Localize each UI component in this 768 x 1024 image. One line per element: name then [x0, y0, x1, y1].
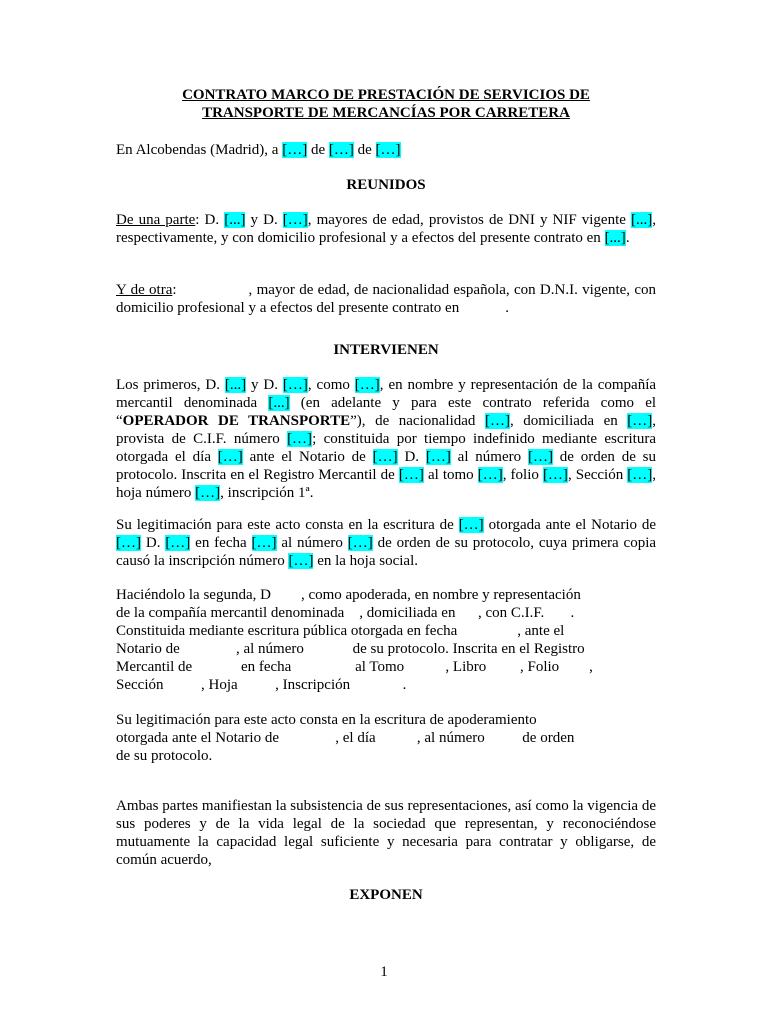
placeholder: […] [116, 535, 141, 551]
placeholder: [...] [268, 395, 290, 411]
placeholder: […] [458, 517, 484, 533]
parte-otra-paragraph: Y de otra: , mayor de edad, de nacionalidad española, con D.N.I. vigente, con domicilio profesional y a efectos del presente contrato en . [116, 282, 656, 316]
page-number: 1 [380, 964, 388, 980]
legitimacion-paragraph-2: Su legitimación para este acto consta en la escritura de apoderamiento otorgada ante el Notario de , el día , al número de orden de su protocolo. [116, 712, 575, 764]
placeholder: […] [627, 413, 653, 429]
placeholder: […] [217, 449, 243, 465]
heading-reunidos: REUNIDOS [346, 177, 426, 193]
parte-una-paragraph: De una parte: D. [...] y D. […], mayores de edad, provistos de DNI y NIF vigente [...], respectivamente, y con domicilio profesional y a efectos del presente contrato en [...]. [116, 212, 656, 246]
placeholder: […] [287, 431, 313, 447]
title-line-1: CONTRATO MARCO DE PRESTACIÓN DE SERVICIOS DE [182, 87, 590, 103]
ambas-partes-paragraph: Ambas partes manifiestan la subsistencia de sus representaciones, así como la vigencia de sus poderes y de la vida legal de la sociedad que representan, y reconociéndose mutuamente la capacidad legal suficiente y necesaria para contratar y obligarse, de común acuerdo, [116, 798, 656, 868]
placeholder: […] [627, 467, 653, 483]
placeholder: [...] [631, 212, 653, 228]
placeholder: […] [398, 467, 424, 483]
placeholder: [...] [604, 230, 626, 246]
placeholder: […] [328, 142, 354, 158]
placeholder: [...] [224, 212, 246, 228]
operador-de-transporte: OPERADOR DE TRANSPORTE [122, 413, 351, 429]
place-date-line: En Alcobendas (Madrid), a […] de […] de […] [116, 142, 401, 158]
parte-una-label: De una parte [116, 212, 196, 228]
placeholder: […] [347, 535, 373, 551]
placeholder: […] [484, 413, 510, 429]
placeholder: […] [282, 212, 308, 228]
legitimacion-paragraph-1: Su legitimación para este acto consta en la escritura de […] otorgada ante el Notario de […] D. […] en fecha […] al número […] de orden de su protocolo, cuya primera copia causó la inscripción número […] en la hoja social. [116, 517, 657, 569]
placeholder: […] [282, 377, 308, 393]
placeholder: […] [288, 553, 314, 569]
placeholder: […] [542, 467, 568, 483]
intervienen-paragraph: Los primeros, D. [...] y D. […], como […], en nombre y representación de la compañía mercantil denominada [...] (en adelante y para este contrato referida como el “OPERADOR DE TRANSPORTE”), de nacionalidad […], domiciliada en […], provista de C.I.F. número […]; constituida por tiempo indefinido mediante escritura otorgada el día […] ante el Notario de […] D. […] al número […] de orden de su protocolo. Inscrita en el Registro Mercantil de […] al tomo […], folio […], Sección […], hoja número […], inscripción 1ª. [116, 377, 657, 501]
segunda-paragraph: Haciéndolo la segunda, D , como apoderada, en nombre y representación de la compañía mercantil denominada , domiciliada en , con C.I.F. . Constituida mediante escritura pública otorgada en fecha , ante el Notario de , al número de su protocolo. Inscrita en el Registro Mercantil de en fecha al Tomo , Libro , Folio , Sección , Hoja , Inscripción . [116, 587, 593, 693]
placeholder: […] [282, 142, 308, 158]
title-line-2: TRANSPORTE DE MERCANCÍAS POR CARRETERA [202, 105, 570, 121]
contract-title [116, 86, 656, 122]
placeholder: […] [375, 142, 401, 158]
placeholder: […] [477, 467, 503, 483]
placeholder: […] [425, 449, 451, 465]
placeholder: […] [195, 485, 221, 501]
placeholder: […] [354, 377, 380, 393]
placeholder: […] [165, 535, 191, 551]
placeholder: [...] [224, 377, 247, 393]
heading-exponen: EXPONEN [349, 887, 423, 903]
placeholder: […] [527, 449, 553, 465]
placeholder: […] [251, 535, 277, 551]
placeholder: […] [372, 449, 398, 465]
parte-otra-label: Y de otra [116, 282, 173, 298]
heading-intervienen: INTERVIENEN [333, 342, 439, 358]
